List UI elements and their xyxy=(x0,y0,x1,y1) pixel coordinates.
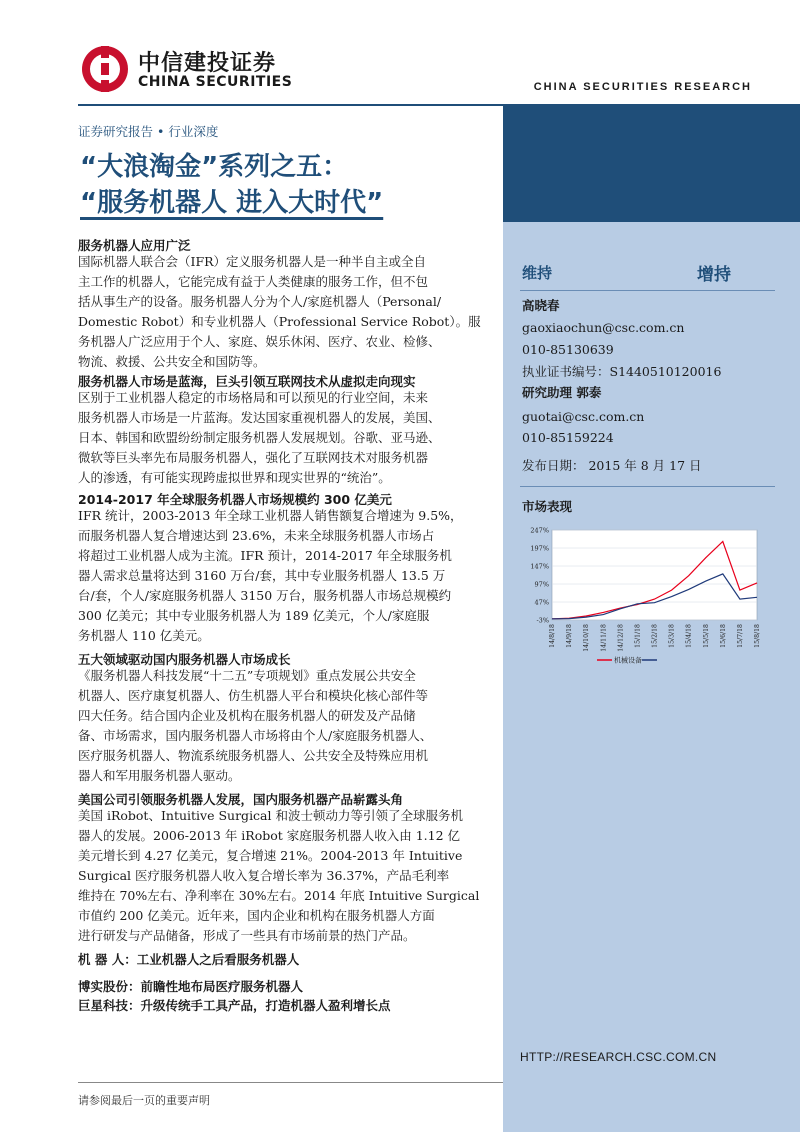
market-performance-chart xyxy=(512,520,767,670)
citic-logo-icon xyxy=(80,44,130,94)
report-title-line1: “大浪淘金”系列之五： xyxy=(80,152,349,182)
body-line: 物流、救援、公共安全和国防等。 xyxy=(78,354,266,369)
footer-disclaimer: 请参阅最后一页的重要声明 xyxy=(78,1094,210,1107)
side-header-block xyxy=(503,104,800,222)
body-line: 器人需求总量将达到 3160 万台/套，其中专业服务机器人 13.5 万 xyxy=(78,568,446,583)
body-line: 四大任务。结合国内企业及机构在服务机器人的研发及产品储 xyxy=(78,708,416,723)
sidebar-divider xyxy=(520,290,775,291)
section-body xyxy=(78,506,463,646)
body-line: 市值约 200 亿美元。近年来，国内企业和机构在服务机器人方面 xyxy=(78,908,435,923)
chart-y-tick-label: -3% xyxy=(536,616,549,625)
body-line: 器人和军用服务机器人驱动。 xyxy=(78,768,241,783)
research-tag: CHINA SECURITIES RESEARCH xyxy=(533,81,752,93)
body-line: 美国 iRobot、Intuitive Surgical 和波士顿动力等引领了全球服务机 xyxy=(78,808,463,823)
chart-x-tick-label: 15/6/18 xyxy=(719,624,727,648)
body-line: 服务机器人市场是一片蓝海。发达国家重视机器人的发展，美国、 xyxy=(78,410,441,425)
rating-current: 增持 xyxy=(697,265,731,285)
assistant-email: guotai@csc.com.cn xyxy=(522,409,645,424)
analyst-license: 执业证书编号：S1440510120016 xyxy=(522,364,722,379)
stock-pick: 巨星科技：升级传统手工具产品，打造机器人盈利增长点 xyxy=(78,998,391,1013)
chart-x-tick-label: 15/7/18 xyxy=(736,624,744,648)
body-line: 机器人、医疗康复机器人、仿生机器人平台和模块化核心部件等 xyxy=(78,688,429,703)
stock-pick: 博实股份：前瞻性地布局医疗服务机器人 xyxy=(78,979,304,994)
stock-pick: 机 器 人：工业机器人之后看服务机器人 xyxy=(78,952,300,967)
body-line: 维持在 70%左右、净利率在 30%左右。2014 年底 Intuitive Surgical xyxy=(78,888,480,903)
section-heading: 2014-2017 年全球服务机器人市场规模约 300 亿美元 xyxy=(78,492,392,507)
chart-x-tick-label: 14/12/18 xyxy=(617,624,625,652)
chart-y-tick-label: 97% xyxy=(534,580,549,589)
body-line: 《服务机器人科技发展“十二五”专项规划》重点发展公共安全 xyxy=(78,668,416,683)
research-url[interactable]: HTTP://RESEARCH.CSC.COM.CN xyxy=(520,1050,717,1064)
body-line: 300 亿美元；其中专业服务机器人为 189 亿美元，个人/家庭服 xyxy=(78,608,430,623)
section-heading: 美国公司引领服务机器人发展，国内服务机器产品崭露头角 xyxy=(78,792,404,807)
assistant-phone: 010-85159224 xyxy=(522,430,614,445)
section-heading: 服务机器人市场是蓝海，巨头引领互联网技术从虚拟走向现实 xyxy=(78,374,416,389)
body-line: 而服务机器人复合增速达到 23.6%，未来全球服务机器人市场占 xyxy=(78,528,435,543)
chart-plot-area xyxy=(552,530,757,620)
report-category: 证券研究报告 • 行业深度 xyxy=(78,124,219,139)
section-body xyxy=(78,252,481,372)
body-line: 台/套，个人/家庭服务机器人 3150 万台，服务机器人市场总规模约 xyxy=(78,588,452,603)
body-line: 务机器人 110 亿美元。 xyxy=(78,628,210,643)
company-name-cn: 中信建投证券 xyxy=(138,51,277,76)
body-line: 主工作的机器人，它能完成有益于人类健康的服务工作，但不包 xyxy=(78,274,429,289)
body-line: 区别于工业机器人稳定的市场格局和可以预见的行业空间，未来 xyxy=(78,390,429,405)
body-line: Domestic Robot）和专业机器人（Professional Service Robot）。服 xyxy=(78,314,481,329)
body-line: 将超过工业机器人成为主流。IFR 预计，2014-2017 年全球服务机 xyxy=(78,548,452,563)
body-line: 务机器人广泛应用于个人、家庭、娱乐休闲、医疗、农业、检修、 xyxy=(78,334,441,349)
section-body xyxy=(78,806,480,946)
analyst-email: gaoxiaochun@csc.com.cn xyxy=(522,320,685,335)
body-line: 日本、韩国和欧盟纷纷制定服务机器人发展规划。谷歌、亚马逊、 xyxy=(78,430,441,445)
body-line: IFR 统计，2003-2013 年全球工业机器人销售额复合增速为 9.5%， xyxy=(78,508,463,523)
chart-x-tick-label: 14/10/18 xyxy=(583,624,591,652)
chart-x-tick-label: 14/11/18 xyxy=(600,624,608,652)
chart-x-tick-label: 15/4/18 xyxy=(685,624,693,648)
section-body xyxy=(78,666,454,786)
section-heading: 服务机器人应用广泛 xyxy=(78,238,191,253)
chart-legend-label: 机械设备 xyxy=(614,656,642,665)
body-line: 备、市场需求，国内服务机器人市场将由个人/家庭服务机器人、 xyxy=(78,728,433,743)
body-line: 医疗服务机器人、物流系统服务机器人、公共安全及特殊应用机 xyxy=(78,748,429,763)
body-line: 国际机器人联合会（IFR）定义服务机器人是一种半自主或全自 xyxy=(78,254,427,269)
chart-title: 市场表现 xyxy=(522,499,573,514)
body-line: Surgical 医疗服务机器人收入复合增长率为 36.37%，产品毛利率 xyxy=(78,868,450,883)
section-heading: 五大领域驱动国内服务机器人市场成长 xyxy=(78,652,291,667)
chart-y-tick-label: 247% xyxy=(530,526,549,535)
company-name-en: CHINA SECURITIES xyxy=(138,74,293,90)
footer-divider xyxy=(78,1082,503,1083)
rating-previous: 维持 xyxy=(522,264,553,282)
chart-x-tick-label: 15/2/18 xyxy=(651,624,659,648)
body-line: 器人的发展。2006-2013 年 iRobot 家庭服务机器人收入由 1.12 亿 xyxy=(78,828,461,843)
sidebar-divider xyxy=(520,486,775,487)
chart-y-tick-label: 147% xyxy=(530,562,549,571)
chart-x-tick-label: 15/1/18 xyxy=(634,624,642,648)
analyst-phone: 010-85130639 xyxy=(522,342,614,357)
chart-x-tick-label: 15/3/18 xyxy=(668,624,676,648)
report-title-line2: “服务机器人 进入大时代” xyxy=(80,188,384,218)
chart-x-tick-label: 14/8/18 xyxy=(549,624,556,648)
assistant-name: 研究助理 郭泰 xyxy=(522,385,602,400)
chart-x-tick-label: 15/5/18 xyxy=(702,624,710,648)
chart-x-tick-label: 15/8/18 xyxy=(754,624,761,648)
chart-y-tick-label: 197% xyxy=(530,544,549,553)
body-line: 进行研发与产品储备，形成了一些具有市场前景的热门产品。 xyxy=(78,928,416,943)
body-line: 人的渗透，有可能实现跨虚拟世界和现实世界的“统治”。 xyxy=(78,470,391,485)
chart-x-tick-label: 14/9/18 xyxy=(566,624,574,648)
body-line: 微软等巨头率先布局服务机器人，强化了互联网技术对服务机器 xyxy=(78,450,429,465)
chart-y-tick-label: 47% xyxy=(534,598,549,607)
analyst-name: 高晓春 xyxy=(522,298,560,313)
body-line: 美元增长到 4.27 亿美元，复合增速 21%。2004-2013 年 Intuitive xyxy=(78,848,463,863)
body-line: 括从事生产的设备。服务机器人分为个人/家庭机器人（Personal/ xyxy=(78,294,442,309)
section-body xyxy=(78,388,454,488)
publish-date: 发布日期： 2015 年 8 月 17 日 xyxy=(522,458,702,473)
